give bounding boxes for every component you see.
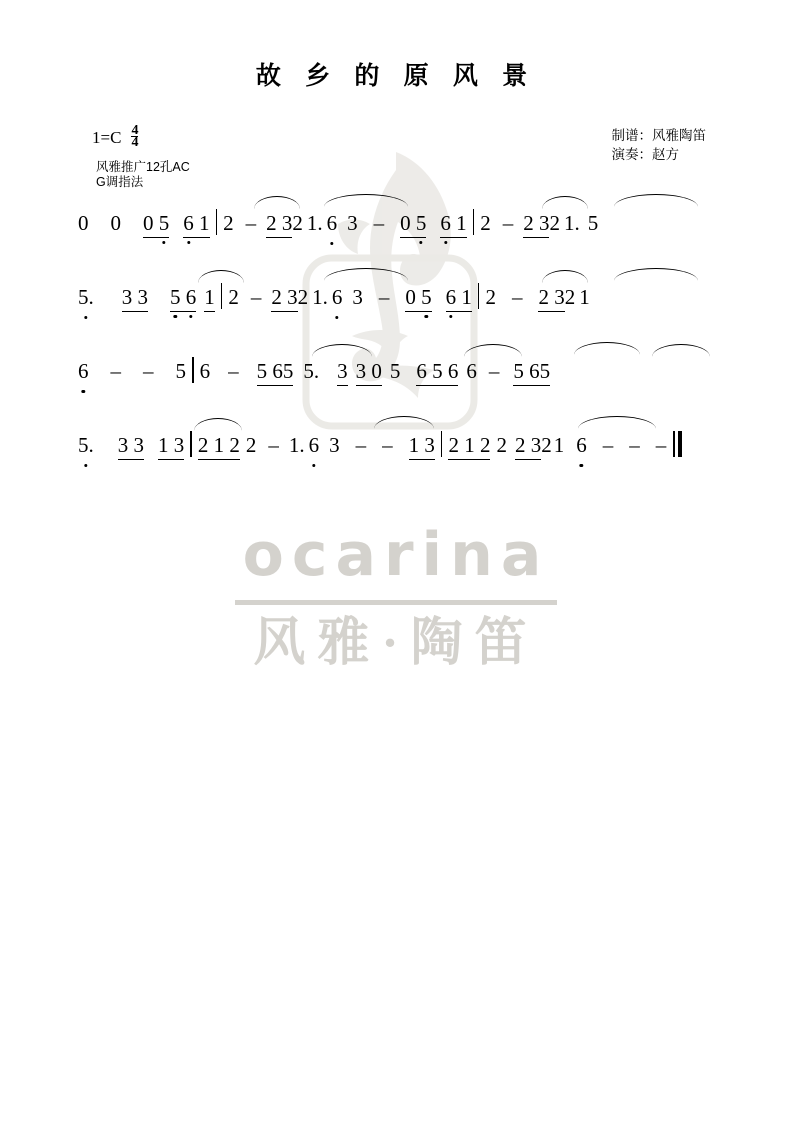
- note: 5: [587, 211, 599, 235]
- note: 6: [78, 359, 89, 383]
- note: 2: [292, 211, 303, 235]
- note-group: 3 3: [122, 284, 148, 312]
- rest-dash: –: [143, 359, 154, 383]
- note: 2: [223, 211, 234, 235]
- note-group: 2 3: [538, 284, 564, 312]
- note-group: 1 3: [409, 432, 435, 460]
- note-group: 5: [540, 358, 551, 386]
- note-group: 2 1 2: [198, 432, 240, 460]
- note-group: 0 5: [405, 284, 431, 312]
- note-group: 2 3: [515, 432, 541, 460]
- note: 2: [297, 285, 309, 309]
- note: 3: [329, 433, 340, 457]
- slur: [324, 194, 408, 207]
- note-group: 5 6: [170, 284, 196, 312]
- note-group: 3: [337, 358, 348, 386]
- note: 2: [549, 211, 560, 235]
- fingering-line-1: 风雅推广12孔AC: [96, 160, 190, 174]
- key-signature: 1=C: [92, 128, 122, 147]
- rest-dash: –: [378, 285, 390, 309]
- slur: [578, 416, 656, 429]
- note: 2: [564, 285, 576, 309]
- note: 0: [110, 211, 121, 235]
- note: 2: [496, 433, 507, 457]
- final-barline: [673, 431, 682, 457]
- rest-dash: –: [268, 433, 279, 457]
- note-group: 3 0: [356, 358, 382, 386]
- slur: [254, 196, 300, 209]
- slur: [614, 194, 698, 207]
- note: 6: [331, 285, 343, 309]
- note: 2: [480, 211, 491, 235]
- barline: [190, 431, 192, 457]
- score-system-4: [78, 400, 718, 474]
- system-3-notes: [78, 357, 550, 386]
- note: 6: [576, 433, 587, 457]
- slur: [194, 418, 242, 431]
- rest-dash: –: [110, 359, 121, 383]
- note: 2: [228, 285, 239, 309]
- rest-dash: –: [488, 359, 500, 383]
- note: 3: [352, 285, 363, 309]
- note-group: 0 5: [400, 210, 426, 238]
- slur: [574, 342, 640, 355]
- score-system-2: [78, 252, 718, 326]
- score-system-3: [78, 326, 718, 400]
- slur: [652, 344, 710, 357]
- barline: [478, 283, 480, 309]
- note: 5: [175, 359, 186, 383]
- note: 2: [541, 433, 552, 457]
- meter-denominator: 4: [131, 135, 139, 150]
- note: 6: [199, 359, 211, 383]
- note-group: 6 5 6: [416, 358, 458, 386]
- barline: [216, 209, 218, 235]
- rest-dash: –: [655, 433, 667, 457]
- rest-dash: –: [228, 359, 239, 383]
- slur: [324, 268, 408, 281]
- credit-arranger: 制谱：风雅陶笛: [611, 128, 706, 143]
- credit-performer: 演奏：赵方: [611, 147, 679, 162]
- note-group: 6 1: [440, 210, 466, 238]
- system-2-notes: [78, 283, 590, 312]
- note: 6: [466, 359, 477, 383]
- note: 5.: [78, 285, 94, 309]
- note: 5.: [78, 433, 94, 457]
- rest-dash: –: [602, 433, 614, 457]
- note: 2: [245, 433, 257, 457]
- slur: [374, 416, 434, 429]
- barline: [441, 431, 443, 457]
- rest-dash: –: [382, 433, 393, 457]
- note-group: 2 3: [271, 284, 297, 312]
- slur: [542, 270, 588, 283]
- note: 1.: [288, 433, 305, 457]
- slur: [198, 270, 244, 283]
- note-group: 1 3: [158, 432, 184, 460]
- note: 5.: [303, 359, 320, 383]
- note: 1.: [306, 211, 323, 235]
- note: 1: [553, 433, 565, 457]
- barline: [473, 209, 475, 235]
- rest-dash: –: [629, 433, 640, 457]
- slur: [464, 344, 522, 357]
- note-group: 2 1 2: [448, 432, 490, 460]
- note-group: 2 3: [523, 210, 549, 238]
- slur: [614, 268, 698, 281]
- rest-dash: –: [502, 211, 514, 235]
- note-group: 1: [204, 284, 215, 312]
- note-group: 0 5: [143, 210, 169, 238]
- score-system-1: [78, 178, 718, 252]
- note-group: 2 3: [266, 210, 292, 238]
- page-title: 故 乡 的 原 风 景: [255, 63, 537, 90]
- note-group: 6 1: [183, 210, 209, 238]
- rest-dash: –: [355, 433, 367, 457]
- system-4-notes: [78, 431, 682, 460]
- fingering-line-2: G调指法: [96, 175, 144, 189]
- note: 5: [389, 359, 401, 383]
- slur: [542, 196, 588, 209]
- system-1-notes: [78, 209, 598, 238]
- brand-chinese-text: 风雅·陶笛: [253, 615, 539, 672]
- note: 1.: [312, 285, 328, 309]
- rest-dash: –: [250, 285, 262, 309]
- meter-numerator: 4: [131, 123, 139, 138]
- note-group: 3 3: [118, 432, 144, 460]
- note: 6: [326, 211, 338, 235]
- note: 6: [308, 433, 320, 457]
- note-group: 5 6: [513, 358, 539, 386]
- barline: [221, 283, 223, 309]
- brand-latin-text: ocarina: [242, 520, 550, 590]
- slur: [312, 344, 372, 357]
- barline: [192, 357, 194, 383]
- rest-dash: –: [511, 285, 523, 309]
- note-group: 5: [283, 358, 294, 386]
- note: 0: [78, 211, 89, 235]
- note: 3: [347, 211, 358, 235]
- rest-dash: –: [245, 211, 257, 235]
- rest-dash: –: [373, 211, 385, 235]
- note-group: 6 1: [446, 284, 472, 312]
- note: 1.: [563, 211, 580, 235]
- note: 2: [485, 285, 496, 309]
- note: 1: [579, 285, 590, 309]
- note-group: 5 6: [257, 358, 283, 386]
